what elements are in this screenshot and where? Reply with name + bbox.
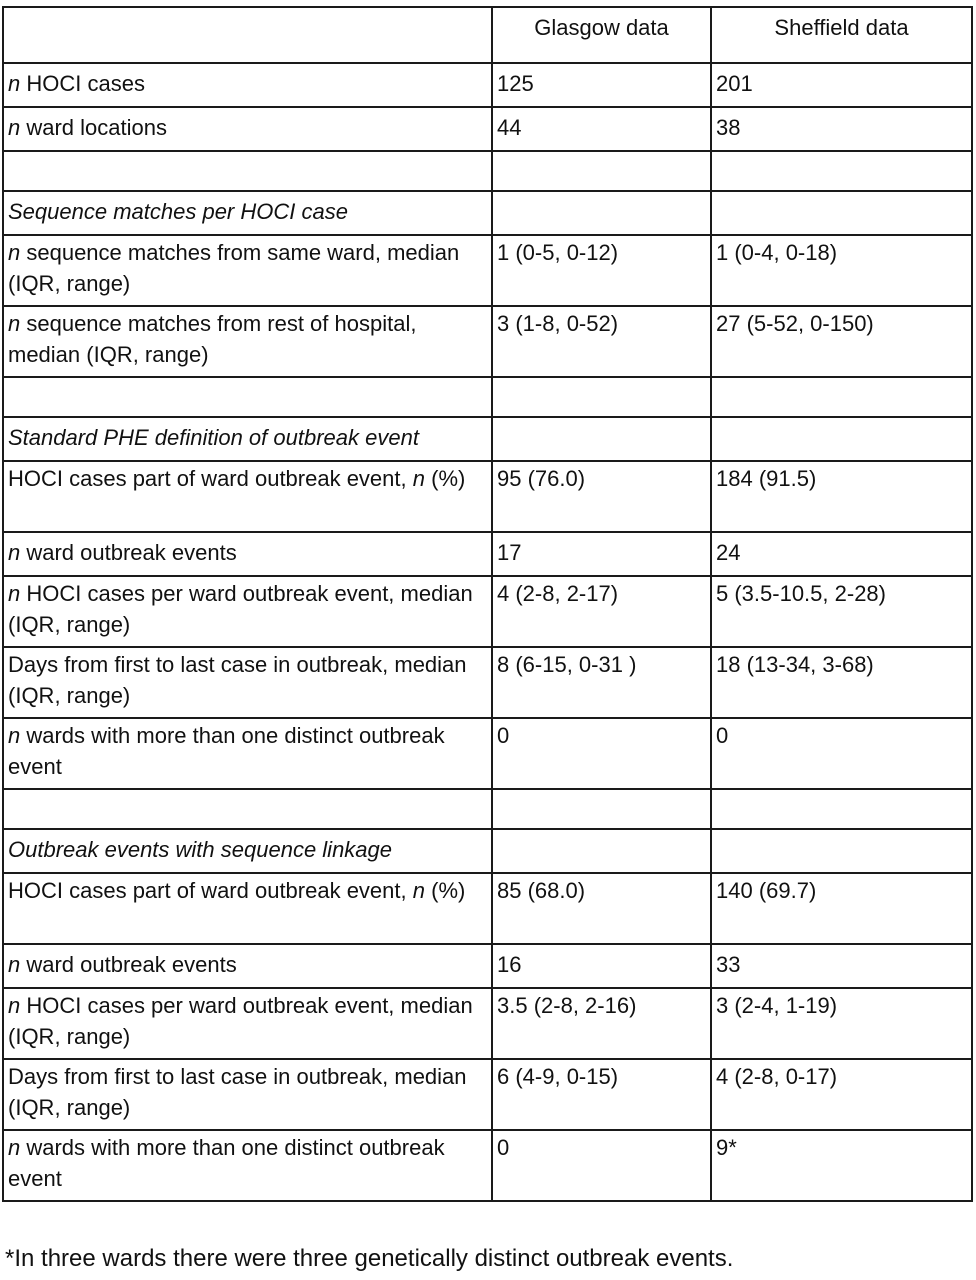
empty-cell	[492, 151, 711, 191]
row-label-tail: (%)	[425, 878, 466, 903]
section-title-cell	[3, 191, 492, 235]
table-row	[3, 873, 972, 944]
row-label: sequence matches from rest of hospital, median (IQR, range)	[8, 311, 417, 367]
empty-cell	[711, 151, 972, 191]
sheffield-value-cell: 18 (13-34, 3-68)	[711, 647, 972, 718]
label-italic-n: n	[8, 71, 21, 96]
table-row	[3, 532, 972, 576]
sheffield-value-cell: 3 (2-4, 1-19)	[711, 988, 972, 1059]
row-label-cell	[3, 1059, 492, 1130]
empty-cell	[492, 417, 711, 461]
row-label-tail: (%)	[425, 466, 466, 491]
glasgow-value-cell: 8 (6-15, 0-31 )	[492, 647, 711, 718]
row-label: HOCI cases part of ward outbreak event,	[8, 466, 413, 491]
row-label: sequence matches from same ward, median (IQR, range)	[8, 240, 460, 296]
glasgow-value-cell: 0	[492, 718, 711, 789]
glasgow-value-cell: 3 (1-8, 0-52)	[492, 306, 711, 377]
label-italic-n: n	[8, 952, 21, 977]
sheffield-value-cell: 140 (69.7)	[711, 873, 972, 944]
label-italic-n: n	[412, 878, 425, 903]
row-label-cell	[3, 63, 492, 107]
section-title: Sequence matches per HOCI case	[8, 199, 348, 224]
row-label-cell	[3, 235, 492, 306]
glasgow-value-cell: 125	[492, 63, 711, 107]
glasgow-value-cell: 95 (76.0)	[492, 461, 711, 532]
row-label-cell	[3, 532, 492, 576]
row-label: Days from first to last case in outbreak, median (IQR, range)	[8, 1064, 467, 1120]
label-italic-n: n	[8, 1135, 21, 1160]
table-row	[3, 718, 972, 789]
row-label: ward locations	[20, 115, 167, 140]
sheffield-value-cell: 1 (0-4, 0-18)	[711, 235, 972, 306]
empty-cell	[711, 191, 972, 235]
section-title-cell	[3, 829, 492, 873]
empty-cell	[711, 829, 972, 873]
table-row	[3, 944, 972, 988]
glasgow-value-cell: 3.5 (2-8, 2-16)	[492, 988, 711, 1059]
table-footnote: *In three wards there were three genetically distinct outbreak events.	[5, 1245, 734, 1272]
sheffield-value-cell: 201	[711, 63, 972, 107]
table-row	[3, 107, 972, 151]
glasgow-value-cell: 4 (2-8, 2-17)	[492, 576, 711, 647]
header-cell-empty	[3, 7, 492, 63]
spacer-row	[3, 789, 972, 829]
empty-cell	[711, 417, 972, 461]
row-label-cell	[3, 647, 492, 718]
glasgow-value-cell: 16	[492, 944, 711, 988]
empty-cell	[3, 151, 492, 191]
label-italic-n: n	[412, 466, 425, 491]
glasgow-value-cell: 6 (4-9, 0-15)	[492, 1059, 711, 1130]
glasgow-value-cell: 85 (68.0)	[492, 873, 711, 944]
sheffield-value-cell: 9*	[711, 1130, 972, 1201]
spacer-row	[3, 377, 972, 417]
table-row	[3, 461, 972, 532]
row-label-cell	[3, 107, 492, 151]
table-row	[3, 988, 972, 1059]
row-label: ward outbreak events	[20, 540, 237, 565]
glasgow-value-cell: 0	[492, 1130, 711, 1201]
glasgow-value-cell: 1 (0-5, 0-12)	[492, 235, 711, 306]
empty-cell	[492, 377, 711, 417]
spacer-row	[3, 151, 972, 191]
glasgow-value-cell: 44	[492, 107, 711, 151]
row-label: HOCI cases per ward outbreak event, median (IQR, range)	[8, 581, 473, 637]
label-italic-n: n	[8, 540, 21, 565]
empty-cell	[492, 829, 711, 873]
table-row	[3, 1059, 972, 1130]
section-header-row	[3, 417, 972, 461]
section-header-row	[3, 829, 972, 873]
table-row	[3, 235, 972, 306]
sheffield-value-cell: 184 (91.5)	[711, 461, 972, 532]
sheffield-value-cell: 38	[711, 107, 972, 151]
row-label-cell	[3, 944, 492, 988]
table-header-row	[3, 7, 972, 63]
section-title: Outbreak events with sequence linkage	[8, 837, 393, 862]
empty-cell	[492, 789, 711, 829]
empty-cell	[492, 191, 711, 235]
row-label: HOCI cases	[20, 71, 145, 96]
section-title-cell	[3, 417, 492, 461]
table-row	[3, 1130, 972, 1201]
header-cell-glasgow: Glasgow data	[492, 7, 711, 63]
header-cell-sheffield: Sheffield data	[711, 7, 972, 63]
empty-cell	[3, 789, 492, 829]
label-italic-n: n	[8, 115, 21, 140]
label-italic-n: n	[8, 723, 21, 748]
label-italic-n: n	[8, 581, 21, 606]
empty-cell	[711, 789, 972, 829]
table-row	[3, 306, 972, 377]
row-label-cell	[3, 576, 492, 647]
table-row	[3, 576, 972, 647]
row-label-cell	[3, 873, 492, 944]
hoci-outbreak-table	[2, 6, 973, 1202]
table-row	[3, 647, 972, 718]
section-header-row	[3, 191, 972, 235]
sheffield-value-cell: 0	[711, 718, 972, 789]
empty-cell	[711, 377, 972, 417]
label-italic-n: n	[8, 240, 21, 265]
table-row	[3, 63, 972, 107]
row-label-cell	[3, 988, 492, 1059]
label-italic-n: n	[8, 311, 21, 336]
row-label-cell	[3, 461, 492, 532]
empty-cell	[3, 377, 492, 417]
row-label: HOCI cases part of ward outbreak event,	[8, 878, 413, 903]
label-italic-n: n	[8, 993, 21, 1018]
row-label-cell	[3, 718, 492, 789]
row-label: ward outbreak events	[20, 952, 237, 977]
sheffield-value-cell: 27 (5-52, 0-150)	[711, 306, 972, 377]
row-label-cell	[3, 306, 492, 377]
row-label: wards with more than one distinct outbreak event	[8, 1135, 445, 1191]
sheffield-value-cell: 24	[711, 532, 972, 576]
data-table-container	[2, 6, 971, 1202]
row-label: Days from first to last case in outbreak, median (IQR, range)	[8, 652, 467, 708]
sheffield-value-cell: 33	[711, 944, 972, 988]
section-title: Standard PHE definition of outbreak event	[8, 425, 419, 450]
glasgow-value-cell: 17	[492, 532, 711, 576]
sheffield-value-cell: 4 (2-8, 0-17)	[711, 1059, 972, 1130]
sheffield-value-cell: 5 (3.5-10.5, 2-28)	[711, 576, 972, 647]
row-label: wards with more than one distinct outbreak event	[8, 723, 445, 779]
row-label: HOCI cases per ward outbreak event, median (IQR, range)	[8, 993, 473, 1049]
row-label-cell	[3, 1130, 492, 1201]
table-body	[3, 7, 972, 1201]
